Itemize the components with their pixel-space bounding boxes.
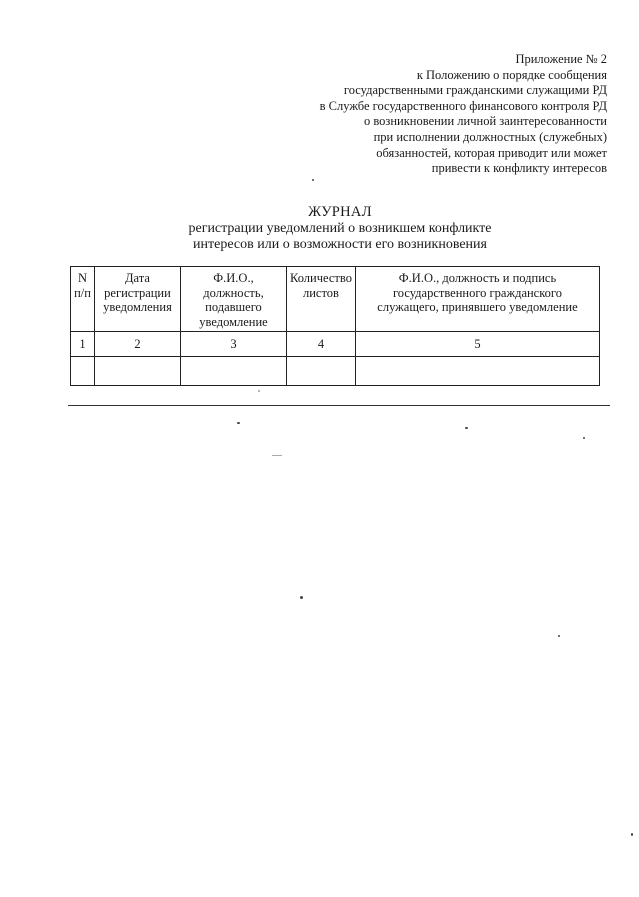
scan-speck: [300, 596, 303, 599]
table-row: [71, 332, 600, 357]
appendix-line: обязанностей, которая приводит или может: [376, 145, 607, 160]
header-cell-date: Дата регистрации уведомления: [95, 267, 181, 332]
table-row: [71, 357, 600, 386]
scan-speck: [258, 390, 260, 392]
table-cell: 3: [181, 332, 287, 357]
table-cell: 1: [71, 332, 95, 357]
header-cell-receiver: Ф.И.О., должность и подпись государственного гражданского служащего, принявшего уведомление: [355, 267, 599, 332]
journal-heading: [70, 204, 610, 254]
scan-speck: [237, 422, 240, 424]
header-cell-submitter: Ф.И.О., должность, подавшего уведомление: [181, 267, 287, 332]
scan-speck: [558, 635, 560, 637]
table-cell: 5: [355, 332, 599, 357]
appendix-line: государственными гражданскими служащими РД: [343, 83, 607, 98]
scan-speck: [631, 833, 633, 836]
table-cell: 4: [287, 332, 356, 357]
scan-speck: [583, 437, 585, 439]
appendix-line: Приложение № 2: [515, 52, 607, 66]
horizontal-rule: [68, 405, 610, 406]
appendix-line: о возникновении личной заинтересованности: [363, 114, 607, 129]
scan-speck: [465, 427, 468, 429]
header-cell-sheets: Количество листов: [287, 267, 356, 332]
appendix-line: при исполнении должностных (служебных): [373, 129, 607, 144]
appendix-line: к Положению о порядке сообщения: [416, 67, 607, 82]
table-cell: 2: [95, 332, 181, 357]
journal-subtitle-line: регистрации уведомлений о возникшем конфликте: [188, 220, 492, 236]
table-cell: [95, 357, 181, 386]
journal-table: [70, 266, 600, 386]
table-cell: [355, 357, 599, 386]
table-cell: [287, 357, 356, 386]
table-header-row: [71, 267, 600, 332]
table-cell: [71, 357, 95, 386]
journal-title: ЖУРНАЛ: [308, 204, 372, 220]
appendix-line: привести к конфликту интересов: [431, 161, 607, 176]
scan-speck: [272, 455, 282, 456]
table-cell: [181, 357, 287, 386]
appendix-note: [320, 52, 607, 177]
journal-subtitle-line: интересов или о возможности его возникновения: [193, 237, 487, 252]
scan-speck: [312, 179, 314, 181]
appendix-line: в Службе государственного финансового контроля РД: [319, 98, 607, 113]
header-cell-number: N п/п: [71, 267, 95, 332]
